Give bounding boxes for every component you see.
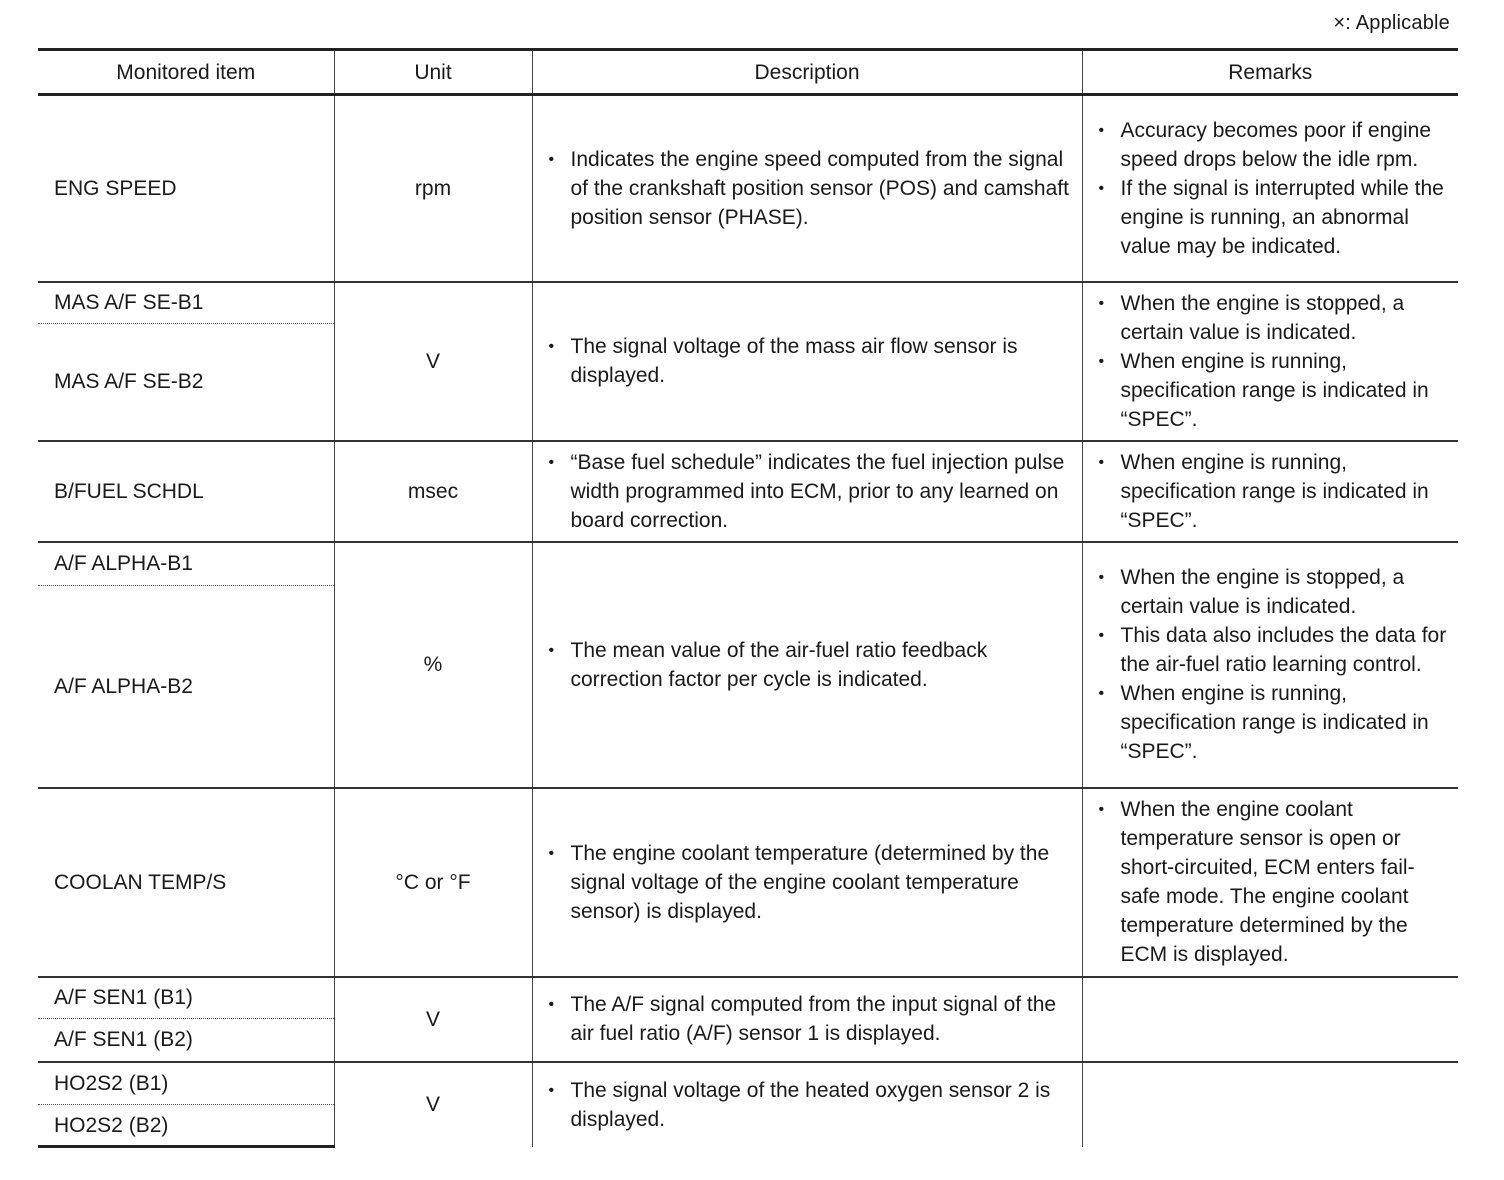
table-row (38, 441, 1458, 542)
description-bullet: • The signal voltage of the mass air flow sensor is displayed. (545, 332, 1078, 390)
description-cell (532, 542, 1082, 788)
remarks-bullet: • When the engine is stopped, a certain value is indicated. (1095, 289, 1455, 347)
remarks-cell (1082, 95, 1458, 282)
table-row (38, 977, 1458, 1019)
description-bullet: • “Base fuel schedule” indicates the fuel injection pulse width programmed into ECM, prior to any learned on board correction. (545, 448, 1078, 535)
unit-cell: V (334, 282, 532, 441)
remarks-bullet: • When engine is running, specification range is indicated in “SPEC”. (1095, 679, 1455, 766)
header-remarks: Remarks (1082, 50, 1458, 95)
header-description: Description (532, 50, 1082, 95)
remarks-bullet: • When engine is running, specification range is indicated in “SPEC”. (1095, 347, 1455, 434)
monitored-item-cell: HO2S2 (B1) (38, 1062, 334, 1105)
remarks-cell (1082, 788, 1458, 977)
remarks-bullet: • When the engine is stopped, a certain value is indicated. (1095, 563, 1455, 621)
monitored-items-table (38, 48, 1458, 1148)
header-monitored-item: Monitored item (38, 50, 334, 95)
description-cell (532, 977, 1082, 1062)
table-row (38, 1062, 1458, 1105)
table-row (38, 282, 1458, 324)
table-row (38, 542, 1458, 586)
description-cell (532, 1062, 1082, 1147)
monitored-item-cell: ENG SPEED (38, 95, 334, 282)
remarks-cell (1082, 542, 1458, 788)
remarks-bullet: • This data also includes the data for the air-fuel ratio learning control. (1095, 621, 1455, 679)
table-header-row (38, 50, 1458, 95)
unit-cell: V (334, 977, 532, 1062)
applicable-legend: ×: Applicable (1333, 12, 1450, 34)
description-bullet: • Indicates the engine speed computed from the signal of the crankshaft position sensor (POS) and camshaft position sensor (PHASE). (545, 145, 1078, 232)
description-bullet: • The engine coolant temperature (determined by the signal voltage of the engine coolant temperature sensor) is displayed. (545, 839, 1078, 926)
monitored-item-cell: COOLAN TEMP/S (38, 788, 334, 977)
description-bullet: • The mean value of the air-fuel ratio feedback correction factor per cycle is indicated. (545, 636, 1078, 694)
description-bullet: • The signal voltage of the heated oxygen sensor 2 is displayed. (545, 1076, 1078, 1134)
description-bullet: • The A/F signal computed from the input signal of the air fuel ratio (A/F) sensor 1 is displayed. (545, 990, 1078, 1048)
monitored-item-cell: A/F SEN1 (B1) (38, 977, 334, 1019)
table-row (38, 95, 1458, 282)
remarks-bullet: • When engine is running, specification range is indicated in “SPEC”. (1095, 448, 1455, 535)
unit-cell: rpm (334, 95, 532, 282)
monitored-item-cell: HO2S2 (B2) (38, 1105, 334, 1147)
description-cell (532, 788, 1082, 977)
table-row (38, 788, 1458, 977)
monitored-item-cell: MAS A/F SE-B1 (38, 282, 334, 324)
unit-cell: msec (334, 441, 532, 542)
remarks-bullet: • Accuracy becomes poor if engine speed drops below the idle rpm. (1095, 116, 1455, 174)
unit-cell: °C or °F (334, 788, 532, 977)
monitored-item-cell: B/FUEL SCHDL (38, 441, 334, 542)
description-cell (532, 441, 1082, 542)
remarks-cell (1082, 282, 1458, 441)
description-cell (532, 95, 1082, 282)
monitored-item-cell: A/F SEN1 (B2) (38, 1019, 334, 1062)
monitored-item-cell: A/F ALPHA-B2 (38, 586, 334, 788)
remarks-cell (1082, 1062, 1458, 1147)
monitored-item-cell: A/F ALPHA-B1 (38, 542, 334, 586)
remarks-bullet: • When the engine coolant temperature sensor is open or short-circuited, ECM enters fail-safe mode. The engine coolant temperature determined by the ECM is displayed. (1095, 795, 1455, 969)
header-unit: Unit (334, 50, 532, 95)
monitored-item-cell: MAS A/F SE-B2 (38, 324, 334, 441)
remarks-cell (1082, 441, 1458, 542)
unit-cell: V (334, 1062, 532, 1147)
remarks-cell (1082, 977, 1458, 1062)
description-cell (532, 282, 1082, 441)
unit-cell: % (334, 542, 532, 788)
remarks-bullet: • If the signal is interrupted while the engine is running, an abnormal value may be indicated. (1095, 174, 1455, 261)
